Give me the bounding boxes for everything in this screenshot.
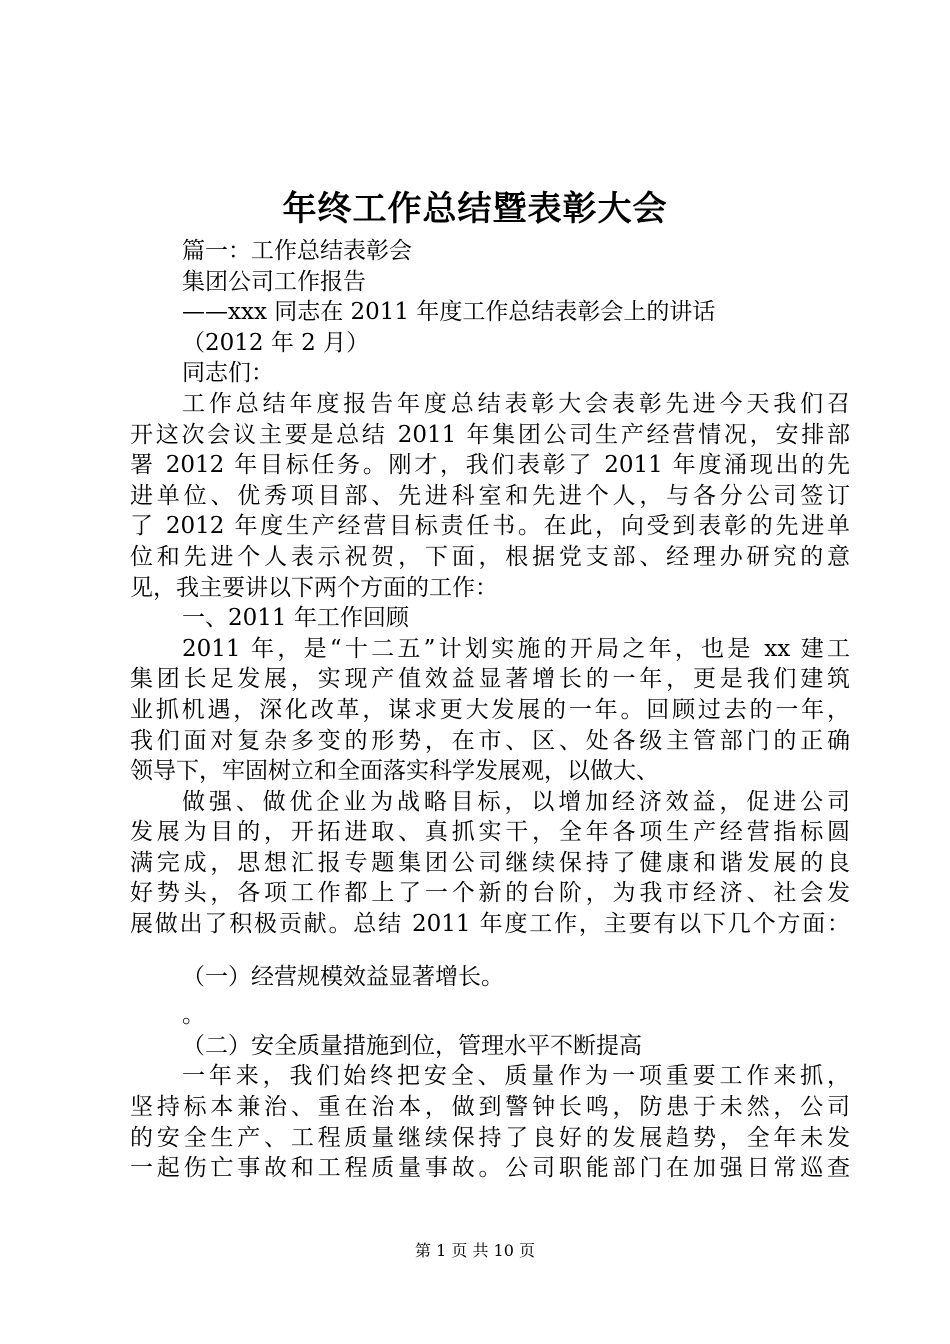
text-line: 篇一：工作总结表彰会: [182, 238, 412, 264]
text-line: 见，我主要讲以下两个方面的工作：: [130, 574, 498, 601]
text-line: 位和先进个人表示祝贺，下面，根据党支部、经理办研究的意: [130, 543, 850, 570]
text-line: 做强、做优企业为战略目标，以增加经济效益，促进公司: [182, 788, 850, 815]
text-line: 集团公司工作报告: [182, 268, 366, 295]
text-line: （2012 年 2 月）: [182, 329, 370, 356]
text-line: 进单位、优秀项目部、先进科室和先进个人，与各分公司签订: [130, 482, 850, 509]
text-line: 好势头，各项工作都上了一个新的台阶，为我市经济、社会发: [130, 880, 850, 907]
text-line: 领导下，牢固树立和全面落实科学发展观，以做大、: [130, 758, 659, 785]
text-line: 一起伤亡事故和工程质量事故。公司职能部门在加强日常巡查: [130, 1155, 850, 1182]
document-body: [130, 236, 850, 1184]
text-line: 展做出了积极贡献。总结 2011 年度工作，主要有以下几个方面：: [130, 911, 850, 938]
text-line: 坚持标本兼治、重在治本，做到警钟长鸣，防患于未然，公司: [130, 1094, 850, 1121]
text-line: 业抓机遇，深化改革，谋求更大发展的一年。回顾过去的一年，: [130, 696, 850, 723]
text-line: 署 2012 年目标任务。刚才，我们表彰了 2011 年度涌现出的先: [130, 452, 850, 479]
text-line: 。: [182, 1002, 205, 1029]
text-line: 发展为目的，开拓进取、真抓实干，全年各项生产经营指标圆: [130, 819, 850, 846]
text-line: 开这次会议主要是总结 2011 年集团公司生产经营情况，安排部: [130, 421, 850, 448]
text-line: 工作总结年度报告年度总结表彰大会表彰先进今天我们召: [182, 390, 850, 417]
section-heading: 一、2011 年工作回顾: [182, 605, 409, 632]
paragraph-gap: [130, 940, 850, 962]
section-heading: （一）经营规模效益显著增长。: [182, 963, 504, 990]
section-heading: （二）安全质量措施到位，管理水平不断提高: [182, 1032, 642, 1059]
text-line: 满完成，思想汇报专题集团公司继续保持了健康和谐发展的良: [130, 849, 850, 876]
text-line: 的安全生产、工程质量继续保持了良好的发展趋势，全年未发: [130, 1124, 850, 1151]
page-footer: 第 1 页 共 10 页: [415, 1241, 535, 1260]
text-line: 我们面对复杂多变的形势，在市、区、处各级主管部门的正确: [130, 727, 850, 754]
text-line: 同志们：: [182, 360, 274, 387]
document-title: 年终工作总结暨表彰大会: [282, 189, 668, 229]
text-line: 2011 年，是“十二五”计划实施的开局之年，也是 xx 建工: [182, 635, 850, 662]
paragraph-gap: [130, 992, 850, 1000]
text-line: 集团长足发展，实现产值效益显著增长的一年，更是我们建筑: [130, 666, 850, 693]
text-line: ——xxx 同志在 2011 年度工作总结表彰会上的讲话: [182, 299, 716, 326]
text-line: 了 2012 年度生产经营目标责任书。在此，向受到表彰的先进单: [130, 513, 850, 540]
text-line: 一年来，我们始终把安全、质量作为一项重要工作来抓，: [182, 1063, 850, 1090]
